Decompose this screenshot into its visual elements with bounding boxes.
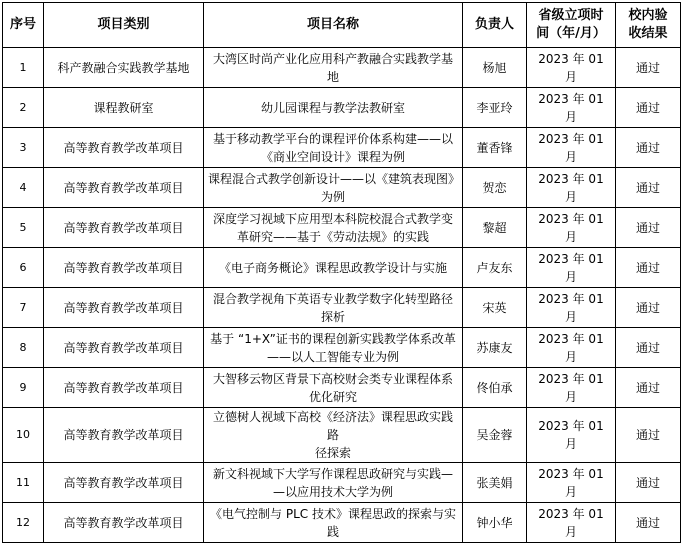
cell-category: 科产教融合实践教学基地 xyxy=(44,48,204,88)
cell-name-line1: 幼儿园课程与教学法教研室 xyxy=(260,100,405,115)
cell-date: 2023 年 01 月 xyxy=(527,463,616,503)
cell-category: 高等教育教学改革项目 xyxy=(44,408,204,463)
cell-date: 2023 年 01 月 xyxy=(527,408,616,463)
cell-leader: 贺恋 xyxy=(463,168,527,208)
cell-seq: 1 xyxy=(3,48,44,88)
cell-name-line1: 《电子商务概论》课程思政教学设计与实施 xyxy=(218,260,447,275)
cell-name xyxy=(204,368,463,408)
cell-category: 高等教育教学改革项目 xyxy=(44,503,204,543)
cell-result: 通过 xyxy=(616,368,681,408)
cell-seq: 5 xyxy=(3,208,44,248)
header-date xyxy=(527,3,616,48)
cell-category: 高等教育教学改革项目 xyxy=(44,208,204,248)
cell-date: 2023 年 01 月 xyxy=(527,88,616,128)
table-row xyxy=(3,128,681,168)
cell-name-line2: 革研究——基于《劳动法规》的实践 xyxy=(236,229,429,244)
cell-seq: 7 xyxy=(3,288,44,328)
header-leader: 负责人 xyxy=(463,3,527,48)
cell-result: 通过 xyxy=(616,288,681,328)
cell-seq: 6 xyxy=(3,248,44,288)
cell-seq: 12 xyxy=(3,503,44,543)
cell-name-line2: ——以人工智能专业为例 xyxy=(266,349,399,364)
cell-leader: 宋英 xyxy=(463,288,527,328)
cell-leader: 董香锋 xyxy=(463,128,527,168)
cell-leader: 卢友东 xyxy=(463,248,527,288)
cell-name-line1: 新文科视域下大学写作课程思政研究与实践— xyxy=(212,466,453,481)
cell-name-line1: 课程混合式教学创新设计——以《建筑表现图》 xyxy=(208,171,461,186)
cell-name-line2: 径探索 xyxy=(314,446,351,460)
table-row xyxy=(3,463,681,503)
cell-result: 通过 xyxy=(616,503,681,543)
cell-name xyxy=(204,208,463,248)
header-date-line1: 省级立项时 xyxy=(538,8,604,23)
table-row xyxy=(3,48,681,88)
cell-name-line2: —以应用技术大学为例 xyxy=(272,484,393,499)
header-name: 项目名称 xyxy=(204,3,463,48)
cell-name xyxy=(204,288,463,328)
cell-seq: 4 xyxy=(3,168,44,208)
header-result xyxy=(616,3,681,48)
cell-name xyxy=(204,463,463,503)
cell-name-line2: 优化研究 xyxy=(308,389,357,404)
cell-leader: 钟小华 xyxy=(463,503,527,543)
cell-leader: 佟伯承 xyxy=(463,368,527,408)
table-row xyxy=(3,248,681,288)
cell-name-line2: 探析 xyxy=(320,309,345,324)
cell-name-line2: 地 xyxy=(326,69,339,84)
cell-date: 2023 年 01 月 xyxy=(527,503,616,543)
cell-leader: 杨旭 xyxy=(463,48,527,88)
cell-leader: 黎超 xyxy=(463,208,527,248)
cell-name-line1: 立德树人视域下高校《经济法》课程思政实践路 xyxy=(212,410,453,442)
cell-name-line1: 深度学习视域下应用型本科院校混合式教学变 xyxy=(212,211,453,226)
cell-name-line2: 为例 xyxy=(320,189,345,204)
header-row xyxy=(3,3,681,48)
cell-category: 高等教育教学改革项目 xyxy=(44,168,204,208)
cell-seq: 10 xyxy=(3,408,44,463)
cell-seq: 8 xyxy=(3,328,44,368)
cell-name xyxy=(204,128,463,168)
cell-category: 高等教育教学改革项目 xyxy=(44,248,204,288)
cell-name xyxy=(204,88,463,128)
cell-name xyxy=(204,408,463,463)
cell-name-line2: 《商业空间设计》课程为例 xyxy=(260,149,405,164)
cell-seq: 9 xyxy=(3,368,44,408)
cell-leader: 苏康友 xyxy=(463,328,527,368)
cell-result: 通过 xyxy=(616,208,681,248)
table-row xyxy=(3,328,681,368)
table-row xyxy=(3,368,681,408)
cell-name xyxy=(204,168,463,208)
header-category: 项目类别 xyxy=(44,3,204,48)
cell-leader: 吴金蓉 xyxy=(463,408,527,463)
cell-result: 通过 xyxy=(616,463,681,503)
cell-leader: 李亚玲 xyxy=(463,88,527,128)
cell-result: 通过 xyxy=(616,248,681,288)
cell-category: 高等教育教学改革项目 xyxy=(44,328,204,368)
table-row xyxy=(3,288,681,328)
cell-category: 课程教研室 xyxy=(44,88,204,128)
cell-seq: 2 xyxy=(3,88,44,128)
cell-date: 2023 年 01 月 xyxy=(527,168,616,208)
header-seq: 序号 xyxy=(3,3,44,48)
project-table xyxy=(2,2,681,543)
cell-name xyxy=(204,503,463,543)
header-result-line2: 收结果 xyxy=(628,26,668,41)
cell-result: 通过 xyxy=(616,48,681,88)
table-row xyxy=(3,88,681,128)
cell-leader: 张美娟 xyxy=(463,463,527,503)
cell-category: 高等教育教学改革项目 xyxy=(44,128,204,168)
table-row xyxy=(3,208,681,248)
header-result-line1: 校内验 xyxy=(628,8,668,23)
cell-date: 2023 年 01 月 xyxy=(527,328,616,368)
cell-name xyxy=(204,248,463,288)
cell-name-line1: 大湾区时尚产业化应用科产教融合实践教学基 xyxy=(212,51,453,66)
cell-seq: 3 xyxy=(3,128,44,168)
cell-name-line1: 混合教学视角下英语专业教学数字化转型路径 xyxy=(212,291,453,306)
cell-date: 2023 年 01 月 xyxy=(527,248,616,288)
cell-name-line1: 大智移云物区背景下高校财会类专业课程体系 xyxy=(212,371,453,386)
cell-date: 2023 年 01 月 xyxy=(527,208,616,248)
cell-date: 2023 年 01 月 xyxy=(527,48,616,88)
cell-name-line1: 《电气控制与 PLC 技术》课程思政的探索与实践 xyxy=(210,506,456,539)
cell-date: 2023 年 01 月 xyxy=(527,288,616,328)
cell-date: 2023 年 01 月 xyxy=(527,128,616,168)
cell-date: 2023 年 01 月 xyxy=(527,368,616,408)
cell-category: 高等教育教学改革项目 xyxy=(44,463,204,503)
table-row xyxy=(3,408,681,463)
table-row xyxy=(3,503,681,543)
cell-category: 高等教育教学改革项目 xyxy=(44,368,204,408)
cell-result: 通过 xyxy=(616,88,681,128)
table-body xyxy=(3,48,681,543)
cell-name xyxy=(204,328,463,368)
header-date-line2: 间（年/月） xyxy=(536,26,606,41)
cell-result: 通过 xyxy=(616,328,681,368)
cell-result: 通过 xyxy=(616,168,681,208)
cell-result: 通过 xyxy=(616,408,681,463)
cell-seq: 11 xyxy=(3,463,44,503)
cell-name-line1: 基于 “1+X”证书的课程创新实践教学体系改革 xyxy=(210,331,456,346)
cell-name-line1: 基于移动教学平台的课程评价体系构建——以 xyxy=(212,131,453,146)
cell-category: 高等教育教学改革项目 xyxy=(44,288,204,328)
table-row xyxy=(3,168,681,208)
cell-name xyxy=(204,48,463,88)
cell-result: 通过 xyxy=(616,128,681,168)
